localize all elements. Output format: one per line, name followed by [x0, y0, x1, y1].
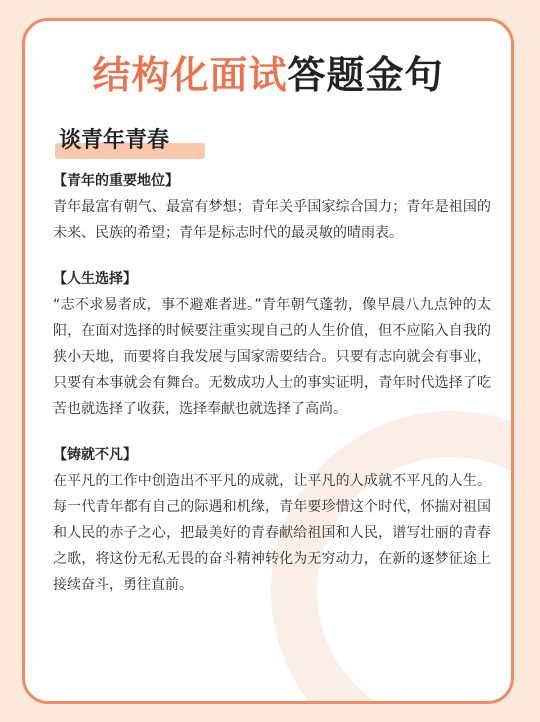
- topic-heading-block: [53, 123, 175, 163]
- section-text: 青年最富有朝气、最富有梦想；青年关乎国家综合国力；青年是祖国的未来、民族的希望；青年是标志时代的最灵敏的晴雨表。: [53, 199, 491, 241]
- title-part-2: 答题金句: [287, 53, 444, 97]
- section-title: 【青年的重要地位】: [53, 173, 179, 189]
- section-title: 【铸就不凡】: [53, 447, 137, 463]
- page-title: [25, 51, 511, 99]
- content-card: [22, 18, 514, 704]
- section-title: 【人生选择】: [53, 271, 137, 287]
- article-body: [53, 168, 491, 598]
- section-text: “志不求易者成，事不避难者进。”青年朝气蓬勃，像早晨八九点钟的太阳，在面对选择的时候要注重实现自己的人生价值，但不应陷入自我的狭小天地，而要将自我发展与国家需要结合。只要有志向就会有事业，只要有本事就会有舞台。无数成功人士的事实证明，青年时代选择了吃苦也就选择了收获，选择奉献也就选择了高尚。: [53, 297, 491, 417]
- section-text: 在平凡的工作中创造出不平凡的成就，让平凡的人成就不平凡的人生。每一代青年都有自己的际遇和机缘，青年要珍惜这个时代，怀揣对祖国和人民的赤子之心，把最美好的青春献给祖国和人民，谱写壮丽的青春之歌，将这份无私无畏的奋斗精神转化为无穷动力，在新的逐梦征途上接续奋斗，勇往直前。: [53, 473, 491, 593]
- topic-heading: 谈青年青春: [59, 128, 170, 153]
- title-part-1: 结构化面试: [92, 53, 288, 97]
